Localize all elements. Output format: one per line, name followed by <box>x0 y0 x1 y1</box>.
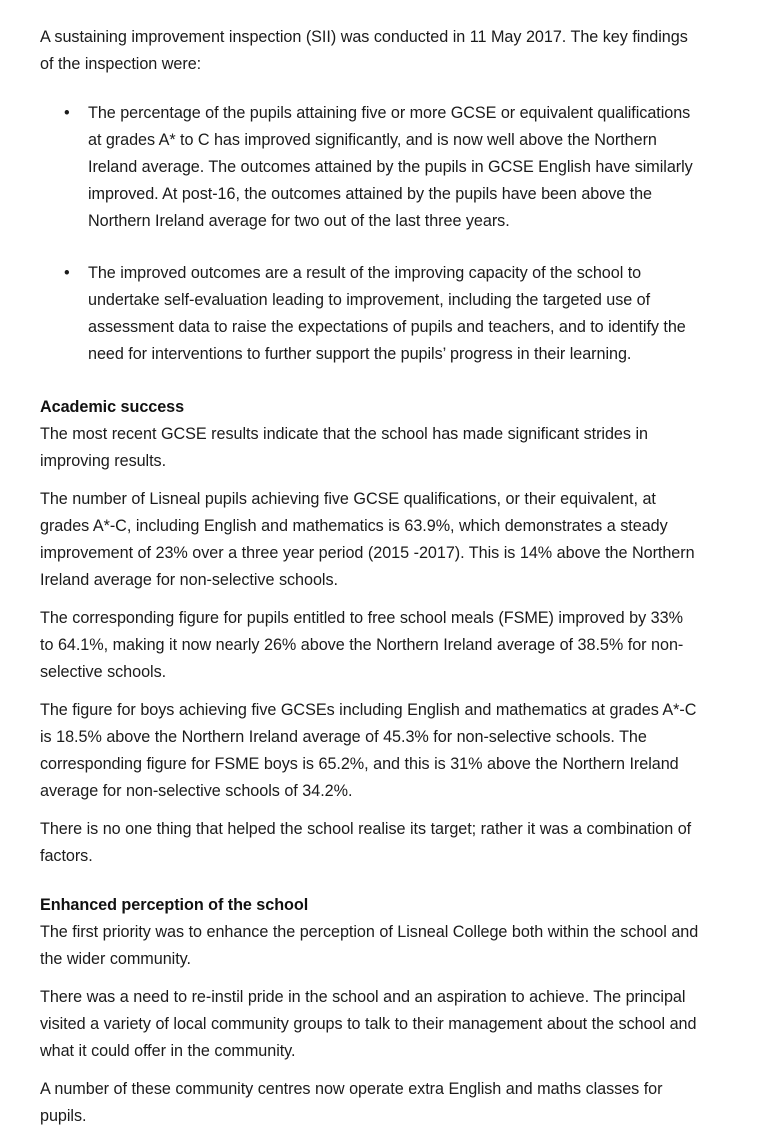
key-findings-list <box>40 100 700 368</box>
enhanced-perception-paragraph-1: The first priority was to enhance the perception of Lisneal College both within the school and the wider community. <box>40 923 699 968</box>
spacer <box>40 78 700 100</box>
spacer <box>40 805 700 816</box>
spacer <box>40 1065 700 1076</box>
enhanced-perception-paragraph-3: A number of these community centres now operate extra English and maths classes for pupils. <box>40 1080 663 1125</box>
academic-success-paragraph-2: The number of Lisneal pupils achieving five GCSE qualifications, or their equivalent, at grades A*-C, including English and mathematics is 63.9%, which demonstrates a steady improvement of 23% over a three year period (2015 -2017). This is 14% above the Northern Ireland average for non-selective schools. <box>40 490 695 589</box>
enhanced-perception-paragraph-2: There was a need to re-instil pride in the school and an aspiration to achieve. The principal visited a variety of local community groups to talk to their management about the school and what it could offer in the community. <box>40 988 697 1060</box>
list-item <box>40 100 700 235</box>
list-item-text: The improved outcomes are a result of the improving capacity of the school to undertake self-evaluation leading to improvement, including the targeted use of assessment data to raise the expectations of pupils and teachers, and to identify the need for interventions to further support the pupils’ progress in their learning. <box>88 264 686 363</box>
academic-success-paragraph-1: The most recent GCSE results indicate that the school has made significant strides in improving results. <box>40 425 648 470</box>
section-heading-enhanced-perception: Enhanced perception of the school <box>40 896 309 914</box>
spacer <box>40 475 700 486</box>
spacer <box>40 594 700 605</box>
intro-paragraph: A sustaining improvement inspection (SII) was conducted in 11 May 2017. The key findings of the inspection were: <box>40 28 688 73</box>
academic-success-paragraph-3: The corresponding figure for pupils entitled to free school meals (FSME) improved by 33% to 64.1%, making it now nearly 26% above the Northern Ireland average of 38.5% for non-selective schools. <box>40 609 684 681</box>
spacer <box>40 686 700 697</box>
bullet-icon: • <box>64 104 70 122</box>
spacer <box>40 870 700 892</box>
academic-success-paragraph-5: There is no one thing that helped the school realise its target; rather it was a combination of factors. <box>40 820 692 865</box>
spacer <box>40 973 700 984</box>
bullet-icon: • <box>64 264 70 282</box>
list-item <box>40 260 700 368</box>
academic-success-paragraph-4: The figure for boys achieving five GCSEs including English and mathematics at grades A*-C is 18.5% above the Northern Ireland average of 45.3% for non-selective schools. The corresponding figure for FSME boys is 65.2%, and this is 31% above the Northern Ireland average for non-selective schools of 34.2%. <box>40 701 697 800</box>
spacer <box>40 368 700 394</box>
section-heading-academic-success: Academic success <box>40 398 185 416</box>
list-item-text: The percentage of the pupils attaining five or more GCSE or equivalent qualifications at grades A* to C has improved significantly, and is now well above the Northern Ireland average. The outcomes attained by the pupils in GCSE English have similarly improved. At post-16, the outcomes attained by the pupils have been above the Northern Ireland average for two out of the last three years. <box>88 104 693 230</box>
